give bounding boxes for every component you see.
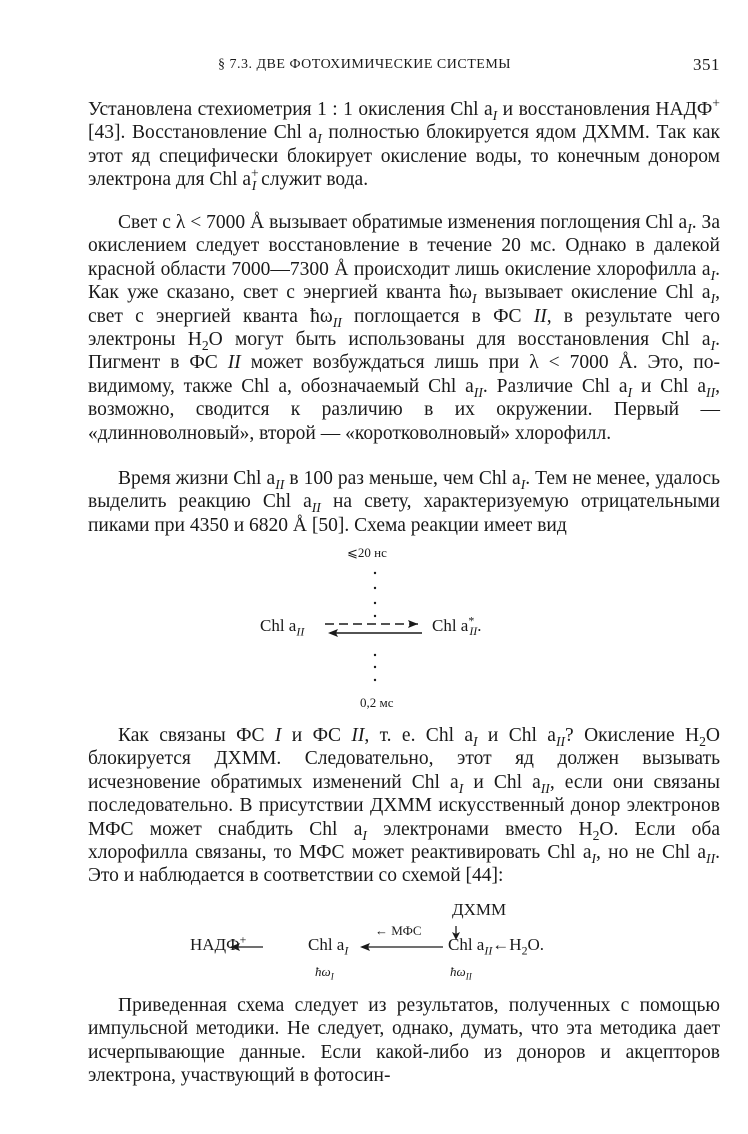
reaction-scheme-1: [250, 545, 550, 715]
scheme2-nadp: НАДФ+: [190, 932, 247, 954]
scheme1-left-species: Chl $a_{II}$: [260, 616, 305, 639]
scheme1-top-label: ⩽20 нс: [347, 545, 387, 560]
page-header: [88, 55, 720, 79]
page-number: 351: [693, 55, 720, 74]
paragraph-5: Приведенная схема следует из результатов, полученных с помощью импульсной методики. Не следует, однако, думать, что эта методика дает исчерпывающие данные. Если какой-либо из доноров и акцепторов электрона, участвующий в фотосин-: [88, 995, 720, 1087]
scheme2-donor: ← МФС: [375, 923, 422, 938]
scheme2-hw2: $ħ\omega_{II}$: [450, 964, 472, 982]
scheme2-chl2: Chl $a_{II}\leftarrow H_2O$.: [448, 935, 545, 958]
scheme2-hw1: $ħ\omega_I$: [315, 964, 334, 982]
reaction-scheme-2: [180, 900, 600, 985]
scheme2-chl1: Chl $a_I$: [308, 935, 349, 958]
paragraph-4: Как связаны ФС I и ФС II, т. е. Chl $a_I$ и Chl $a_{II}$? Окисление $H_2O$ блокируется ДХММ. Следовательно, этот яд должен вызывать исчезновение обратимых изменений Chl $a_I$ и Chl $a_{II}$, если они связаны последовательно. В присутствии ДХММ искусственный донор электронов МФС может снабдить Chl $a_I$ электронами вместо $H_2O$. Если оба хлорофилла связаны, то МФС может реактивировать Chl $a_I$, но не Chl $a_{II}$. Это и наблюдается в соответствии со схемой [44]:: [88, 725, 721, 887]
scheme2-inhibitor: ДХММ: [452, 900, 507, 919]
paragraph-3: Время жизни Chl $a_{II}$ в 100 раз меньше, чем Chl $a_I$. Тем не менее, удалось выделить реакцию Chl $a_{II}$ на свету, характеризуемую отрицательными пиками при 4350 и 6820 Å [50]. Схема реакции имеет вид: [88, 468, 720, 536]
scheme1-right-species: Chl $a^*_{II}$.: [432, 613, 482, 639]
section-title: § 7.3. ДВЕ ФОТОХИМИЧЕСКИЕ СИСТЕМЫ: [218, 57, 511, 72]
paragraph-2: Свет с λ < 7000 Å вызывает обратимые изменения поглощения Chl $a_I$. За окислением следует восстановление в течение 20 мс. Однако в далекой красной области 7000—7300 Å происходит лишь окисление хлорофилла $a_I$. Как уже сказано, свет с энергией кванта $ħ\omega_I$ вызывает окисление Chl $a_I$, свет с энергией кванта $ħ\omega_{II}$ поглощается в ФС II, в результате чего электроны $H_2O$ могут быть использованы для восстановления Chl $a_I$. Пигмент в ФС II может возбуждаться лишь при λ < 7000 Å. Это, по-видимому, также Chl a, обозначаемый Chl $a_{II}$. Различие Chl $a_I$ и Chl $a_{II}$, возможно, сводится к различию в их окружении. Первый — «длинноволновый», второй — «коротковолновый» хлорофилл.: [88, 212, 721, 444]
scheme1-bottom-label: 0,2 мс: [360, 695, 394, 710]
paragraph-1: Установлена стехиометрия 1 : 1 окисления Chl $a_I$ и восстановления НАДФ+ [43]. Восстановление Chl $a_I$ полностью блокируется ядом ДХММ. Так как этот яд специфически блокирует окисление воды, то конечным донором электрона для Chl $a^+_I$ служит вода.: [88, 95, 720, 194]
